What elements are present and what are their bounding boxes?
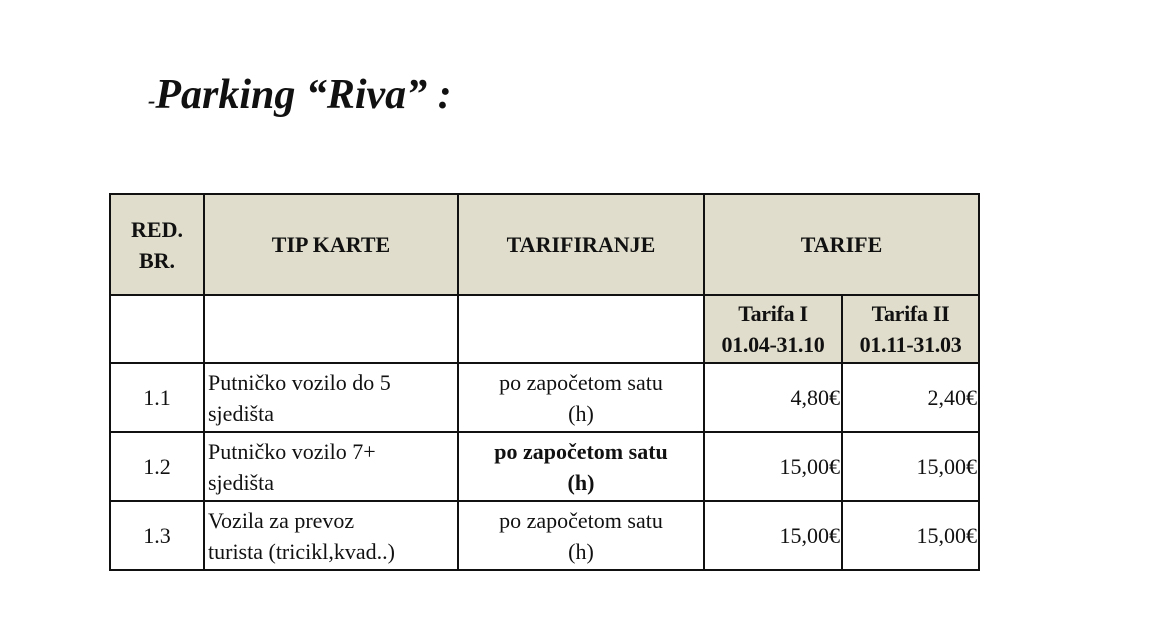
ticket-type-line1: Putničko vozilo do 5 (208, 369, 391, 395)
tariff-table (109, 193, 980, 571)
tariff-method-line1: po započetom satu (499, 369, 663, 395)
row-number: 1.2 (110, 432, 204, 501)
header-tarife: TARIFE (704, 194, 979, 295)
subheader-empty-cell (204, 295, 458, 363)
tarifa-1-name: Tarifa I (738, 301, 808, 326)
header-tarifa-1 (704, 295, 842, 363)
title-text: Parking “Riva” : (155, 72, 452, 118)
ticket-type-line2: sjedišta (208, 469, 274, 495)
tariff-method (458, 363, 704, 432)
page-title (148, 74, 452, 116)
ticket-type-line2: sjedišta (208, 400, 274, 426)
subheader-empty-cell (110, 295, 204, 363)
header-red-br-line1: RED. (131, 216, 183, 242)
header-red-br (110, 194, 204, 295)
tariff-method-line2: (h) (568, 538, 594, 564)
row-number: 1.1 (110, 363, 204, 432)
ticket-type (204, 501, 458, 570)
header-tip-karte: TIP KARTE (204, 194, 458, 295)
price-tarifa-2: 2,40€ (842, 363, 979, 432)
title-dash: - (148, 88, 156, 113)
table-row (110, 501, 979, 570)
ticket-type-line1: Putničko vozilo 7+ (208, 438, 376, 464)
tarifa-2-period: 01.11-31.03 (859, 332, 962, 357)
tariff-method (458, 432, 704, 501)
subheader-row (110, 295, 979, 363)
ticket-type (204, 363, 458, 432)
tarifa-2-name: Tarifa II (871, 301, 950, 326)
price-tarifa-2: 15,00€ (842, 432, 979, 501)
tariff-method-line2: (h) (567, 469, 595, 495)
header-tarifa-2 (842, 295, 979, 363)
price-tarifa-2: 15,00€ (842, 501, 979, 570)
table-row (110, 432, 979, 501)
ticket-type-line1: Vozila za prevoz (208, 507, 355, 533)
tariff-method (458, 501, 704, 570)
ticket-type (204, 432, 458, 501)
price-tarifa-1: 15,00€ (704, 501, 842, 570)
header-tarifiranje: TARIFIRANJE (458, 194, 704, 295)
tarifa-1-period: 01.04-31.10 (721, 332, 825, 357)
header-row (110, 194, 979, 295)
header-red-br-line2: BR. (138, 247, 176, 273)
price-tarifa-1: 4,80€ (704, 363, 842, 432)
table-row (110, 363, 979, 432)
row-number: 1.3 (110, 501, 204, 570)
price-tarifa-1: 15,00€ (704, 432, 842, 501)
tariff-method-line2: (h) (568, 400, 594, 426)
subheader-empty-cell (458, 295, 704, 363)
tariff-method-line1: po započetom satu (499, 507, 663, 533)
tariff-method-line1: po započetom satu (494, 438, 668, 464)
ticket-type-line2: turista (tricikl,kvad..) (208, 538, 395, 564)
